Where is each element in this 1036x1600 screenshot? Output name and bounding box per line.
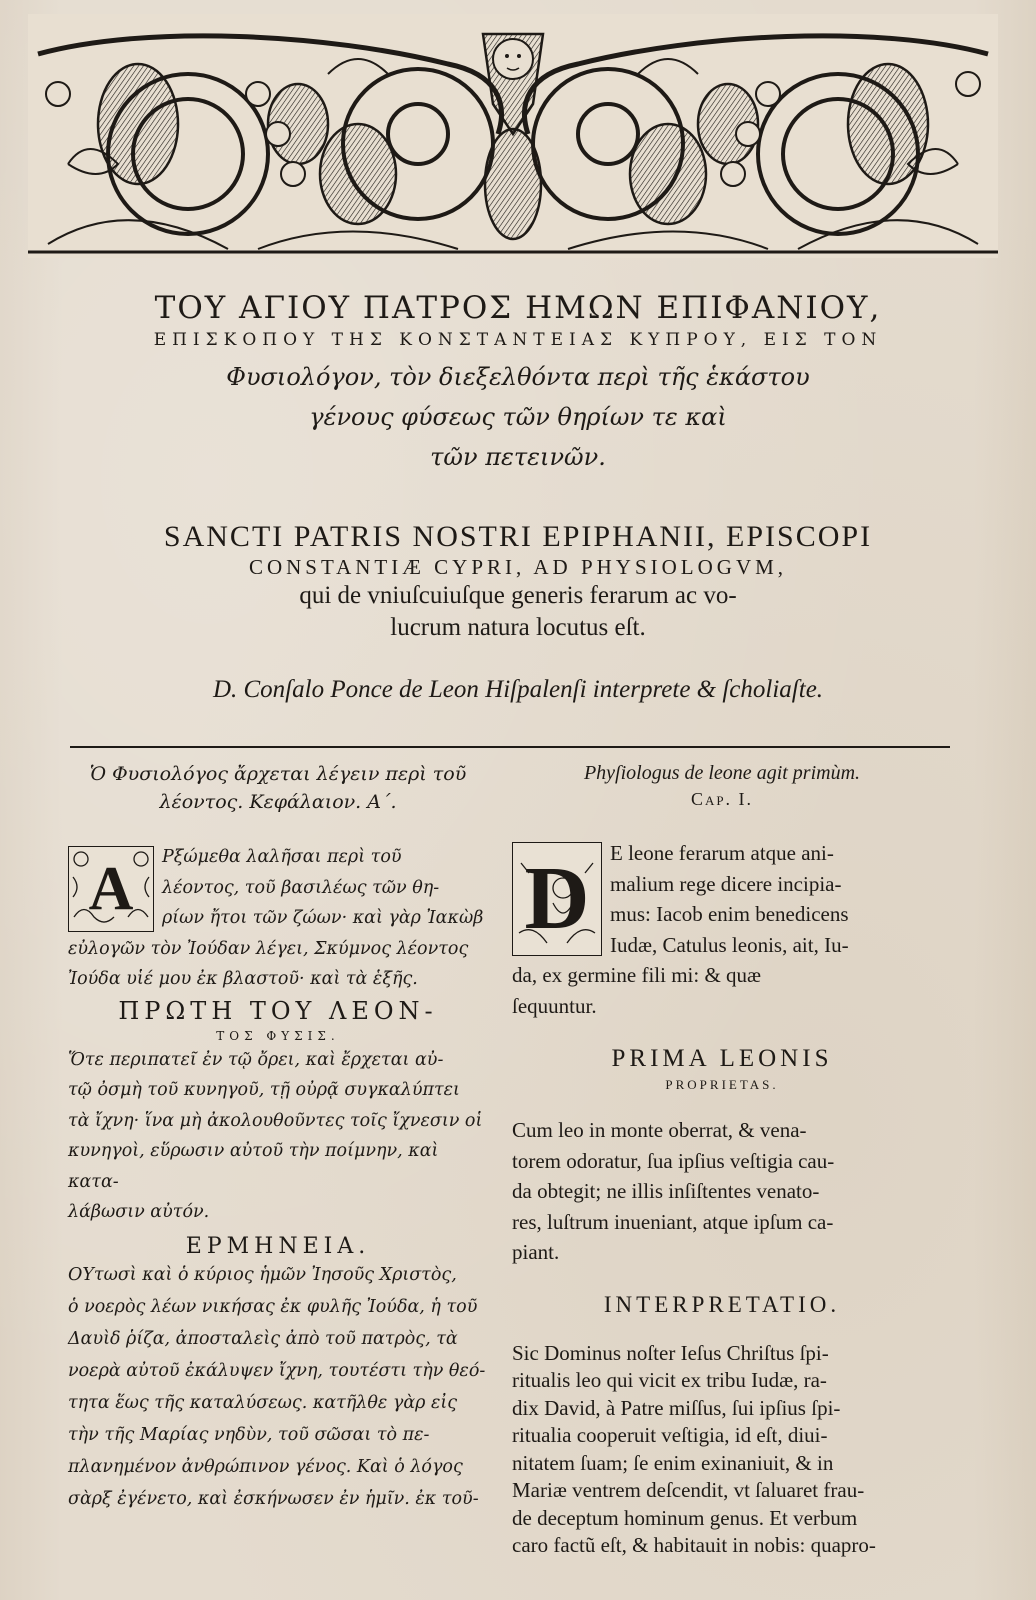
text-line: E leone ferarum atque ani- [610,841,834,865]
greek-section1-subtitle: ΤΟΣ ΦΥΣΙΣ. [216,1028,340,1043]
text-line: res, luſtrum inueniant, atque ipſum ca- [512,1209,834,1234]
latin-section1-title: PRIMA LEONIS [611,1045,833,1072]
text-line: νοερὰ αὐτοῦ ἐκάλυψεν ἴχνη, τουτέστι τὴν θεό- [68,1360,486,1381]
text-line: da obtegit; ne illis inſiſtentes venato- [512,1179,820,1203]
greek-title-body [0,357,1036,477]
text-line: ΟΥτωσὶ καὶ ὁ κύριος ἡμῶν Ἰησοῦς Χριστὸς, [68,1264,457,1285]
text-line: ſequuntur. [512,993,597,1018]
text-line: Ἰούδα υἱέ μου ἐκ βλαστοῦ· καὶ τὰ ἑξῆς. [68,969,418,989]
text-line: Cum leo in monte oberrat, & vena- [512,1118,807,1142]
latin-section1-body [512,1115,932,1268]
latin-title-line3: qui de vniuſcuiuſque generis ferarum ac vo- [299,582,737,609]
text-line: λέοντος, τοῦ βασιλέως τῶν θη- [162,877,440,898]
horizontal-rule [70,746,950,748]
greek-section1-body [68,1045,488,1228]
greek-section1-heading [68,997,488,1043]
greek-title-line5: τῶν πετεινῶν. [430,443,606,471]
greek-section1-title: ΠΡΩΤΗ ΤΟΥ ΛΕΟΝ- [118,996,438,1025]
greek-chapter-heading-line2: λέοντος. Κεφάλαιον. Α΄. [159,791,397,813]
text-line: ritualis leo qui vicit ex tribu Iudæ, ra- [512,1368,827,1392]
greek-chapter-heading-line1: Ὁ Φυσιολόγος ἄρχεται λέγειν περὶ τοῦ [89,763,467,785]
greek-column [68,760,488,1515]
ornament-scroll-icon [28,14,998,258]
greek-intro-paragraph [68,842,488,995]
text-line: nitatem ſuam; ſe enim exinaniuit, & in [512,1450,834,1475]
latin-title-line4: lucrum natura locutus eſt. [390,614,646,641]
text-line: torem odoratur, ſua ipſius veſtigia cau- [512,1148,835,1173]
text-line: κυνηγοὶ, εὕρωσιν αὐτοῦ τὴν ποίμνην, καὶ κατα- [68,1141,439,1192]
greek-section2-title: ΕΡΜΗΝΕΙΑ. [185,1233,371,1259]
decorated-initial-d [512,842,602,956]
greek-title-line4: γένους φύσεως τῶν θηρίων τε καὶ [309,403,727,431]
text-line: piant. [512,1240,560,1264]
text-line: malium rege dicere incipia- [610,871,842,896]
latin-section2-body [512,1340,932,1560]
text-line: Mariæ ventrem deſcendit, vt ſaluaret frau- [512,1478,865,1502]
greek-section2-heading [68,1234,488,1259]
latin-section2-title: INTERPRETATIO. [603,1291,841,1317]
text-line: da, ex germine fili mi: & quæ [512,963,762,987]
text-line: τὰ ἴχνη· ἵνα μὴ ἀκολουθοῦντες τοῖς ἴχνεσιν οἱ [68,1110,483,1131]
latin-section1-heading [512,1045,932,1093]
text-line: εὐλογῶν τὸν Ἰούδαν λέγει, Σκύμνος λέοντος [68,938,469,959]
text-line: caro factũ eſt, & habitauit in nobis: quapro- [512,1533,876,1557]
text-line: Ὅτε περιπατεῖ ἐν τῷ ὄρει, καὶ ἔρχεται αὐ- [68,1049,444,1070]
latin-chapter-heading-line1: Phyſiologus de leone agit primùm. [583,762,861,784]
decorated-initial-alpha [68,846,154,932]
text-line: dix David, à Patre miſſus, ſui ipſius ſpi- [512,1395,841,1420]
text-line: de deceptum hominum genus. Et verbum [512,1505,858,1530]
latin-column [512,760,932,1560]
greek-chapter-heading [68,760,488,816]
text-line: Δαυὶδ ῥίζα, ἀποσταλεὶς ἀπὸ τοῦ πατρὸς, τὰ [68,1328,458,1349]
text-line: ρίων ἤτοι τῶν ζώων· καὶ γὰρ Ἰακὼβ [162,908,484,928]
text-line: τὴν τῆς Μαρίας νηδὺν, τοῦ σῶσαι τὸ πε- [68,1424,430,1445]
initial-letter: D [524,849,590,948]
text-line: Iudæ, Catulus leonis, ait, Iu- [610,932,849,957]
greek-title-line3: Φυσιολόγον, τὸν διεξελθόντα περὶ τῆς ἑκάστου [226,363,810,391]
text-line: λάβωσιν αὐτόν. [68,1202,210,1222]
latin-title-line2: CONSTANTIÆ CYPRI, AD PHYSIOLOGVM, [248,555,788,579]
greek-title-line1: ΤΟΥ ΑΓΙΟΥ ΠΑΤΡΟΣ ΗΜΩΝ ΕΠΙΦΑΝΙΟΥ, [154,290,882,326]
woodcut-ornament-banner [28,14,998,258]
text-line: mus: Iacob enim benedicens [610,902,849,926]
latin-chapter-heading [512,760,932,812]
text-line: τητα ἕως τῆς καταλύσεως. κατῆλθε γὰρ εἰς [68,1392,458,1413]
latin-title-line1: SANCTI PATRIS NOSTRI EPIPHANII, EPISCOPI [163,520,873,553]
text-line: Ρξώμεθα λαλῆσαι περὶ τοῦ [162,847,402,867]
translator-credit: D. Conſalo Ponce de Leon Hiſpalenſi interprete & ſcholiaſte. [212,676,824,703]
greek-section2-body [68,1259,488,1515]
latin-section1-subtitle: PROPRIETAS. [665,1077,779,1092]
initial-letter: Α [88,855,134,923]
greek-title-line2: ΕΠΙΣΚΟΠΟΥ ΤΗΣ ΚΟΝΣΤΑΝΤΕΙΑΣ ΚΥΠΡΟΥ, ΕΙΣ ΤΟΝ [153,330,883,350]
text-line: ritualia cooperuit veſtigia, id eſt, diui- [512,1423,828,1447]
latin-chapter-heading-line2: Cap. I. [690,789,754,809]
latin-intro-paragraph [512,838,932,1021]
text-line: σὰρξ ἐγένετο, καὶ ἐσκήνωσεν ἐν ἡμῖν. ἐκ τοῦ- [68,1488,479,1509]
latin-section2-heading [512,1292,932,1318]
text-line: ὁ νοερὸς λέων νικήσας ἐκ φυλῆς Ἰούδα, ἡ τοῦ [68,1296,478,1317]
text-line: τῷ ὀσμὴ τοῦ κυνηγοῦ, τῇ οὐρᾷ συγκαλύπτει [68,1080,460,1100]
latin-title-body [0,580,1036,644]
text-line: Sic Dominus noſter Ieſus Chriſtus ſpi- [512,1340,829,1365]
text-line: πλανημένον ἀνθρώπινον γένος. Καὶ ὁ λόγος [68,1456,463,1477]
